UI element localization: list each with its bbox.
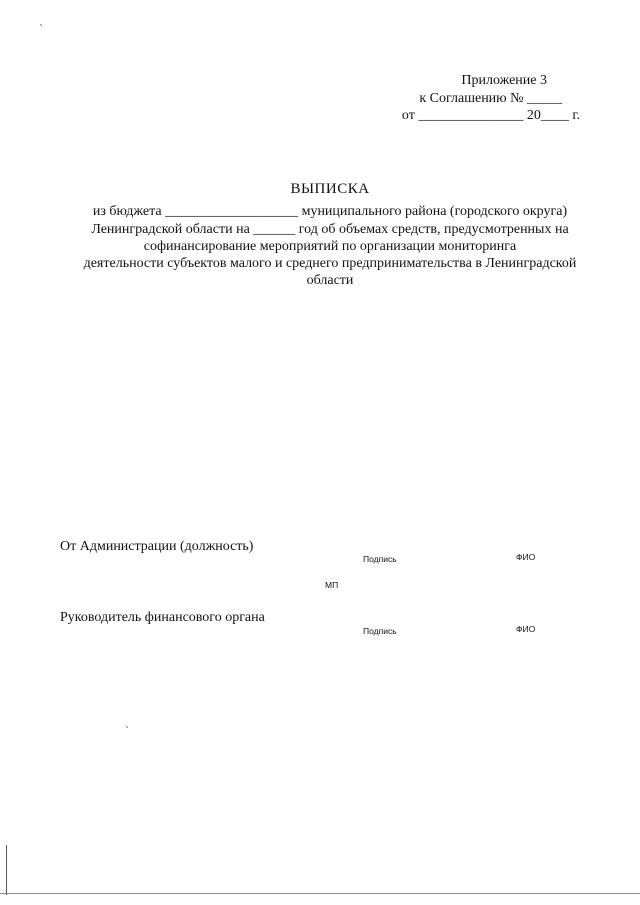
agreement-reference: к Соглашению № _____ (419, 91, 562, 106)
stamp-place-caption: МП (325, 580, 339, 590)
scan-edge-bottom (0, 893, 640, 894)
body-line-1: из бюджета ___________________ муниципального района (городского округа) (92, 204, 568, 219)
admin-position-label: От Администрации (должность) (60, 539, 254, 554)
admin-name-caption: ФИО (516, 552, 536, 562)
finance-name-caption: ФИО (516, 624, 536, 634)
scan-speck (40, 24, 42, 26)
scan-edge-left (6, 845, 7, 895)
body-line-3: софинансирование мероприятий по организации мониторинга (143, 239, 517, 254)
appendix-number: Приложение 3 (461, 73, 547, 88)
admin-signature-caption: Подпись (363, 554, 397, 564)
body-line-2: Ленинградской области на ______ год об объемах средств, предусмотренных на (91, 222, 569, 237)
body-line-5: области (306, 273, 354, 288)
document-title: ВЫПИСКА (290, 181, 370, 197)
finance-head-label: Руководитель финансового органа (60, 610, 265, 625)
finance-signature-caption: Подпись (363, 626, 397, 636)
scan-speck (126, 726, 128, 728)
agreement-date: от _______________ 20____ г. (401, 108, 580, 123)
body-line-4: деятельности субъектов малого и среднего предпринимательства в Ленинградской (83, 256, 577, 271)
